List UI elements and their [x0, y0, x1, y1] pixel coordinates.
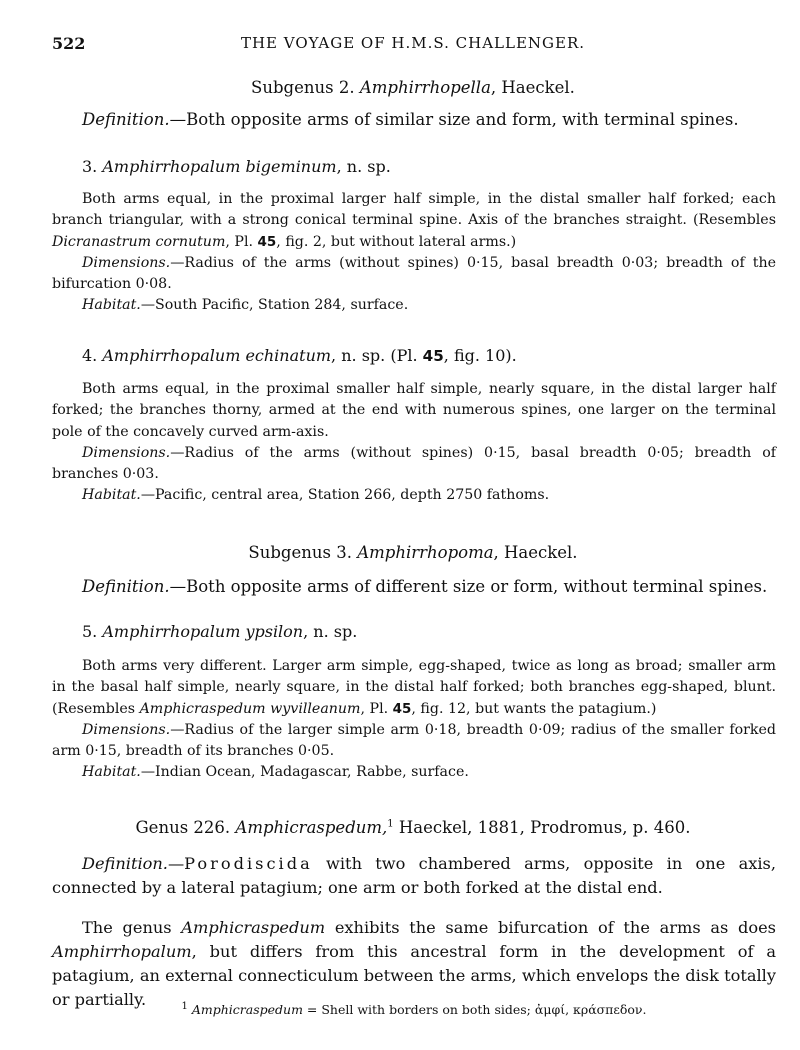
species-4-heading: 4. Amphirrhopalum echinatum, n. sp. (Pl. 45, fig. 10).: [82, 346, 517, 365]
species-5-dimensions: Dimensions.—Radius of the larger simple arm 0·18, breadth 0·09; radius of the smaller forked arm 0·15, breadth of its branches 0·05.: [52, 721, 776, 760]
species-4-habitat: Habitat.—Pacific, central area, Station 266, depth 2750 fathoms.: [82, 487, 550, 504]
subgenus-2-name: Amphirrhopella: [359, 78, 491, 97]
genus-226-name: Amphicraspedum,: [235, 818, 388, 837]
species-4-body: [52, 379, 776, 507]
genus-226-definition: Definition.—Porodiscida with two chambered arms, opposite in one axis, connected by a lateral patagium; one arm or both forked at the distal end.: [52, 854, 776, 897]
species-5-heading: 5. Amphirrhopalum ypsilon, n. sp.: [82, 622, 358, 641]
species-3-dimensions: Dimensions.—Radius of the arms (without spines) 0·15, basal breadth 0·03; breadth of the bifurcation 0·08.: [52, 254, 776, 293]
species-5-name: Amphirrhopalum ypsilon: [102, 622, 304, 641]
page-number: 522: [52, 34, 86, 53]
species-3-heading: 3. Amphirrhopalum bigeminum, n. sp.: [82, 157, 391, 176]
species-4-name: Amphirrhopalum echinatum: [102, 346, 332, 365]
species-5-body: [52, 656, 776, 784]
genus-226-heading: Genus 226. Amphicraspedum,$^1$ Haeckel, 1881, Prodromus, p. 460.: [135, 818, 691, 837]
page-header: [52, 34, 774, 56]
subgenus-2-heading: Subgenus 2. Amphirrhopella, Haeckel.: [251, 78, 575, 97]
species-3-name: Amphirrhopalum bigeminum: [102, 157, 337, 176]
footnote: $^1$ Amphicraspedum = Shell with borders on both sides; ἀμφί, κράσπεδον.: [181, 1001, 647, 1018]
species-3-body: [52, 189, 776, 317]
running-title: THE VOYAGE OF H.M.S. CHALLENGER.: [240, 34, 586, 52]
species-4-description: Both arms equal, in the proximal smaller half simple, nearly square, in the distal larger half forked; the branches thorny, armed at the end with numerous spines, one larger on the terminal pole of the concavely curved arm-axis.: [52, 381, 776, 440]
species-5-habitat: Habitat.—Indian Ocean, Madagascar, Rabbe, surface.: [82, 764, 469, 781]
species-3-description: Both arms equal, in the proximal larger half simple, in the distal smaller half forked; each branch triangular, with a strong conical terminal spine. Axis of the branches straight. (Resembles Dicranastrum cornutum, Pl. 45, fig. 2, but without lateral arms.): [52, 191, 776, 250]
species-5-description: Both arms very different. Larger arm simple, egg-shaped, twice as long as broad; smaller arm in the basal half simple, nearly square, in the distal half forked; both branches egg-shaped, blunt. (Resembles Amphicraspedum wyvilleanum, Pl. 45, fig. 12, but wants the patagium.): [52, 658, 776, 717]
genus-226-body: The genus Amphicraspedum exhibits the same bifurcation of the arms as does Amphirrhopalum, but differs from this ancestral form in the development of a patagium, an external connecticulum between the arms, which envelops the disk totally or partially.: [52, 918, 776, 1009]
species-3-habitat: Habitat.—South Pacific, Station 284, surface.: [82, 297, 409, 314]
subgenus-3-name: Amphirrhopoma: [357, 543, 494, 562]
subgenus-2-definition: Definition.—Both opposite arms of similar size and form, with terminal spines.: [82, 110, 739, 129]
subgenus-3-definition: Definition.—Both opposite arms of different size or form, without terminal spines.: [82, 577, 768, 596]
species-4-dimensions: Dimensions.—Radius of the arms (without spines) 0·15, basal breadth 0·05; breadth of branches 0·03.: [52, 444, 776, 483]
subgenus-3-heading: Subgenus 3. Amphirrhopoma, Haeckel.: [248, 543, 578, 562]
